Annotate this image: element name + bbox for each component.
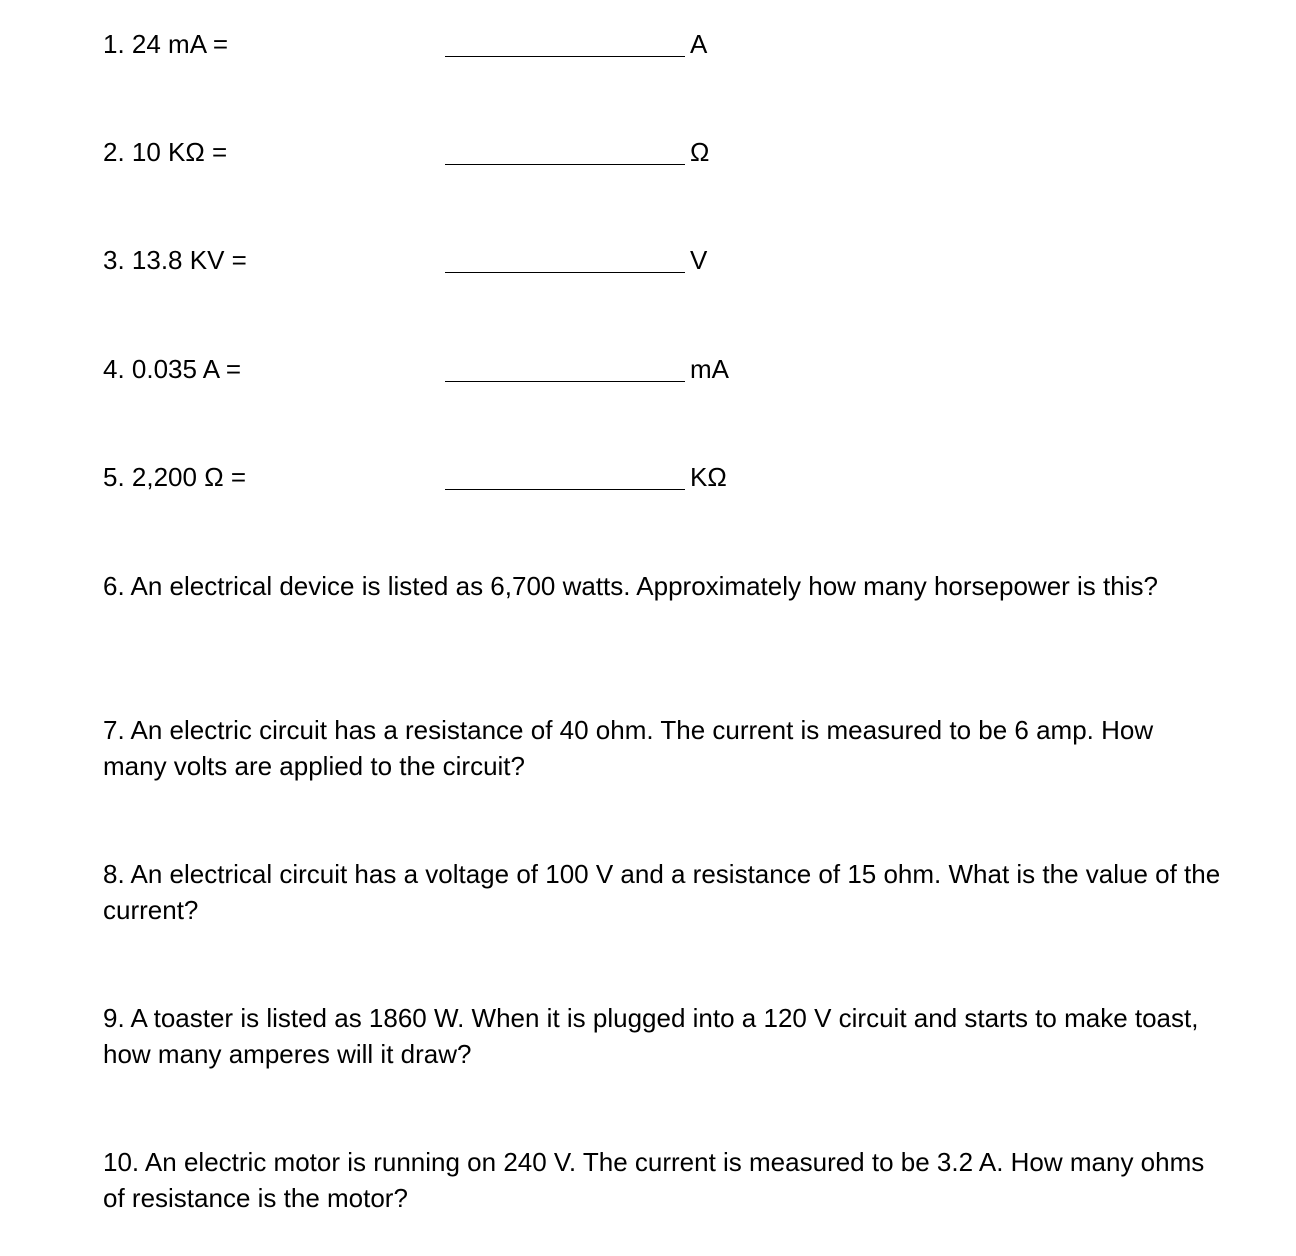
answer-blank[interactable] — [445, 489, 685, 490]
answer-blank[interactable] — [445, 272, 685, 273]
answer-blank[interactable] — [445, 164, 685, 165]
unit-label: mA — [690, 354, 729, 384]
word-problem-10: 10. An electric motor is running on 240 V. The current is measured to be 3.2 A. How many ohms of resistance is the motor? — [103, 1147, 1205, 1213]
unit-label: KΩ — [690, 462, 727, 492]
answer-blank[interactable] — [445, 381, 685, 382]
answer-blank[interactable] — [445, 56, 685, 57]
unit-label: V — [690, 245, 708, 275]
conversion-question: 2. 10 KΩ = — [103, 137, 228, 167]
conversion-question: 5. 2,200 Ω = — [103, 462, 247, 492]
conversion-question: 4. 0.035 A = — [103, 354, 242, 384]
word-problem-7: 7. An electric circuit has a resistance of 40 ohm. The current is measured to be 6 amp. How many volts are applied to the circuit? — [103, 715, 1154, 781]
conversion-question: 1. 24 mA = — [103, 29, 229, 59]
conversion-item-3 — [0, 245, 1296, 285]
word-problem-6: 6. An electrical device is listed as 6,700 watts. Approximately how many horsepower is this? — [103, 571, 1158, 601]
unit-label: A — [690, 29, 708, 59]
word-problem-8: 8. An electrical circuit has a voltage of 100 V and a resistance of 15 ohm. What is the value of the current? — [103, 859, 1221, 925]
conversion-item-5 — [0, 462, 1296, 502]
conversion-item-1 — [0, 29, 1296, 69]
word-problem-9: 9. A toaster is listed as 1860 W. When it is plugged into a 120 V circuit and starts to make toast, how many amperes will it draw? — [103, 1003, 1199, 1069]
conversion-question: 3. 13.8 KV = — [103, 245, 247, 275]
unit-label: Ω — [690, 137, 710, 167]
conversion-item-4 — [0, 354, 1296, 394]
conversion-item-2 — [0, 137, 1296, 177]
